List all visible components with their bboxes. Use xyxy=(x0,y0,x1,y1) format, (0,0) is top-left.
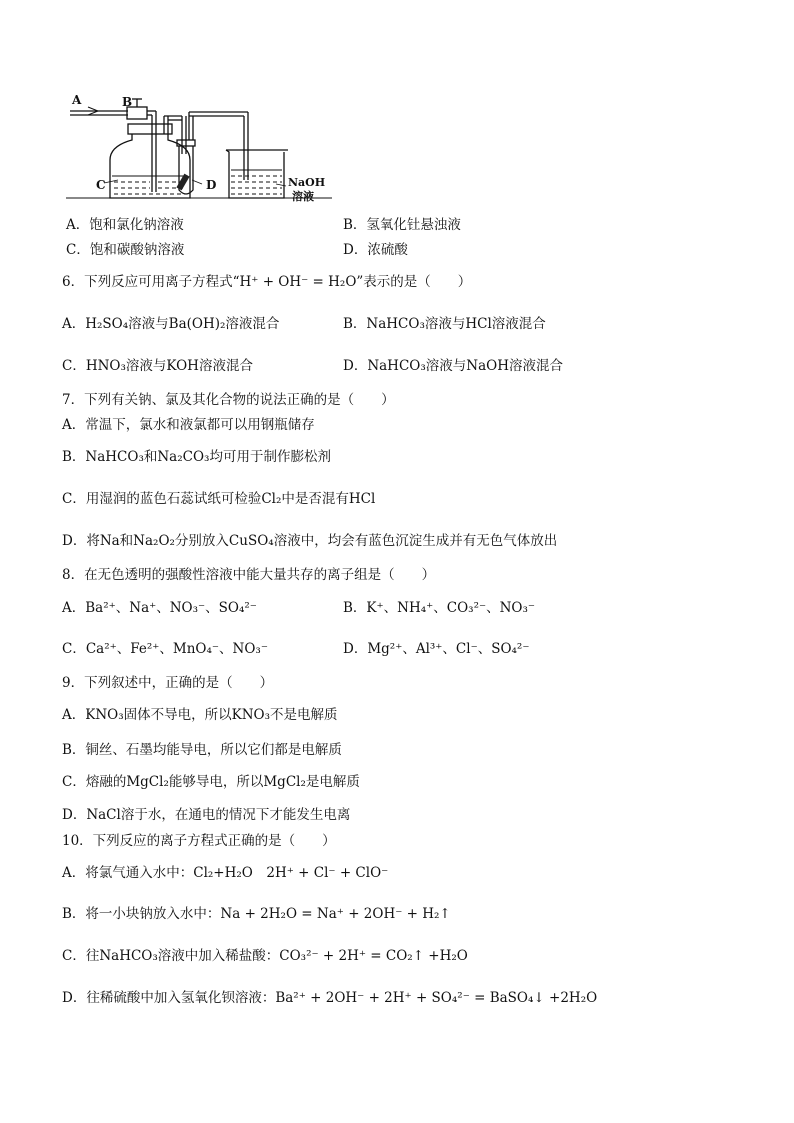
label-a: A xyxy=(72,93,82,107)
q6-option-b: B．NaHCO₃溶液与HCl溶液混合 xyxy=(343,316,546,332)
q6-option-c: C．HNO₃溶液与KOH溶液混合 xyxy=(62,358,253,374)
q8-option-a: A．Ba²⁺、Na⁺、NO₃⁻、SO₄²⁻ xyxy=(62,600,257,616)
q5-option-b: B．氢氧化钍悬浊液 xyxy=(343,217,461,233)
q7-option-a: A．常温下，氯水和液氯都可以用钢瓶储存 xyxy=(62,417,315,433)
q8-option-d: D．Mg²⁺、Al³⁺、Cl⁻、SO₄²⁻ xyxy=(343,641,530,657)
q10-option-a: A．将氯气通入水中：Cl₂+H₂O 2H⁺ + Cl⁻ + ClO⁻ xyxy=(62,865,389,881)
apparatus-diagram xyxy=(66,94,336,206)
q10-stem: 10．下列反应的离子方程式正确的是（ ） xyxy=(62,833,336,849)
q6-equation: H⁺ + OH⁻ = H₂O xyxy=(239,274,357,290)
label-d: D xyxy=(206,178,217,192)
q7-stem: 7．下列有关钠、氯及其化合物的说法正确的是（ ） xyxy=(62,392,395,408)
q10-option-b: B．将一小块钠放入水中：Na + 2H₂O = Na⁺ + 2OH⁻ + H₂↑ xyxy=(62,906,451,922)
label-c: C xyxy=(96,178,106,192)
q6-stem xyxy=(62,273,471,291)
q7-option-c: C．用湿润的蓝色石蕊试纸可检验Cl₂中是否混有HCl xyxy=(62,491,376,507)
q10-option-c: C．往NaHCO₃溶液中加入稀盐酸：CO₃²⁻ + 2H⁺ = CO₂↑ +H₂O xyxy=(62,948,468,964)
q9-option-b: B．铜丝、石墨均能导电，所以它们都是电解质 xyxy=(62,742,342,758)
label-naoh: NaOH xyxy=(288,176,326,189)
q9-option-d: D．NaCl溶于水，在通电的情况下才能发生电离 xyxy=(62,807,351,823)
q6-option-a: A．H₂SO₄溶液与Ba(OH)₂溶液混合 xyxy=(62,316,280,332)
q7-option-d: D．将Na和Na₂O₂分别放入CuSO₄溶液中，均会有蓝色沉淀生成并有无色气体放出 xyxy=(62,533,558,549)
q6-stem-suffix: ”表示的是（ ） xyxy=(356,274,472,290)
q9-stem: 9．下列叙述中，正确的是（ ） xyxy=(62,675,274,691)
label-solution: 溶液 xyxy=(292,190,314,203)
q6-stem-prefix: 6．下列反应可用离子方程式“ xyxy=(62,274,240,290)
q5-option-a: A．饱和氯化钠溶液 xyxy=(66,217,184,233)
q6-option-d: D．NaHCO₃溶液与NaOH溶液混合 xyxy=(343,358,563,374)
q7-option-b: B．NaHCO₃和Na₂CO₃均可用于制作膨松剂 xyxy=(62,449,331,465)
q8-option-c: C．Ca²⁺、Fe²⁺、MnO₄⁻、NO₃⁻ xyxy=(62,641,268,657)
q5-option-d: D．浓硫酸 xyxy=(343,242,408,258)
q8-option-b: B．K⁺、NH₄⁺、CO₃²⁻、NO₃⁻ xyxy=(343,600,536,616)
label-b: B xyxy=(122,95,133,109)
q8-stem: 8．在无色透明的强酸性溶液中能大量共存的离子组是（ ） xyxy=(62,567,436,583)
q5-option-c: C．饱和碳酸钠溶液 xyxy=(66,242,185,258)
q9-option-c: C．熔融的MgCl₂能够导电，所以MgCl₂是电解质 xyxy=(62,774,360,790)
q9-option-a: A．KNO₃固体不导电，所以KNO₃不是电解质 xyxy=(62,707,338,723)
q10-option-d: D．往稀硫酸中加入氢氧化钡溶液：Ba²⁺ + 2OH⁻ + 2H⁺ + SO₄²⁻ = BaSO₄↓ +2H₂O xyxy=(62,990,598,1006)
